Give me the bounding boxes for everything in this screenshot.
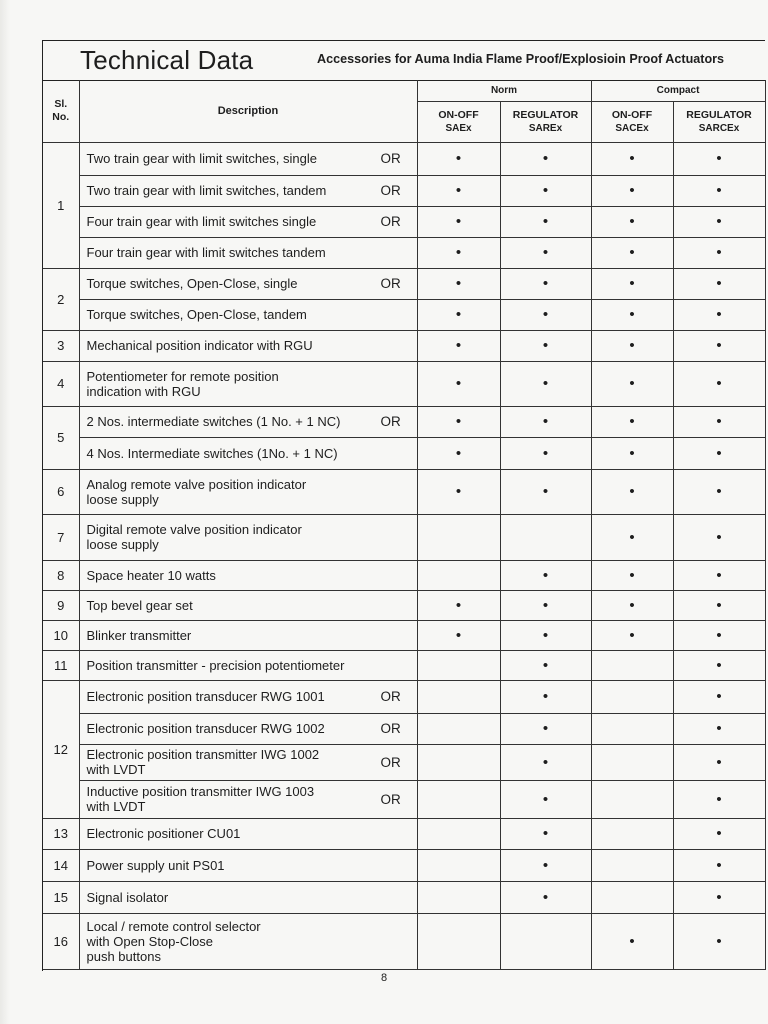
mark-cell-sarcex bbox=[673, 650, 765, 680]
description-text: Digital remote valve position indicator loose supply bbox=[86, 522, 302, 553]
table-header bbox=[43, 80, 765, 142]
description-text: Inductive position transmitter IWG 1003 with LVDT bbox=[86, 784, 315, 815]
bullet-mark: • bbox=[542, 856, 549, 874]
header-col-sacex-label: ON-OFF bbox=[611, 108, 653, 121]
mark-cell-sarcex bbox=[673, 744, 765, 780]
mark-cell-sarex bbox=[500, 299, 591, 330]
bullet-mark: • bbox=[716, 688, 722, 706]
bullet-mark: • bbox=[629, 150, 635, 167]
bullet-mark: • bbox=[542, 688, 549, 706]
description-cell bbox=[79, 560, 417, 590]
bullet-mark: • bbox=[629, 244, 635, 262]
description-cell bbox=[79, 175, 417, 206]
bullet-mark: • bbox=[455, 337, 462, 355]
mark-cell-sarex bbox=[500, 650, 591, 680]
mark-cell-sarcex bbox=[673, 620, 765, 650]
table-row bbox=[43, 206, 765, 237]
table-row bbox=[43, 237, 765, 268]
mark-cell-sarex bbox=[500, 237, 591, 268]
table-row bbox=[43, 590, 765, 620]
description-text: Potentiometer for remote position indication with RGU bbox=[86, 368, 279, 399]
bullet-mark: • bbox=[542, 720, 549, 738]
mark-cell-saex bbox=[417, 849, 500, 881]
header-col-sarex-label: REGULATOR bbox=[512, 108, 579, 121]
description-text: 4 Nos. Intermediate switches (1No. + 1 NC) bbox=[86, 445, 338, 461]
mark-cell-saex bbox=[417, 560, 500, 590]
bullet-mark: • bbox=[629, 413, 635, 431]
mark-cell-sarcex bbox=[673, 361, 765, 406]
description-text: Four train gear with limit switches tandem bbox=[86, 245, 326, 261]
header-sl-no: Sl. No. bbox=[43, 80, 79, 142]
bullet-mark: • bbox=[629, 182, 635, 200]
description-text: 2 Nos. intermediate switches (1 No. + 1 NC) bbox=[86, 414, 341, 430]
mark-cell-sarcex bbox=[673, 590, 765, 620]
mark-cell-saex bbox=[417, 206, 500, 237]
mark-cell-sarcex bbox=[673, 406, 765, 437]
mark-cell-sarex bbox=[500, 514, 591, 560]
bullet-mark: • bbox=[629, 213, 635, 231]
bullet-mark: • bbox=[629, 444, 635, 462]
bullet-mark: • bbox=[542, 566, 549, 584]
bullet-mark: • bbox=[716, 306, 722, 324]
mark-cell-sarex bbox=[500, 469, 591, 514]
description-cell bbox=[79, 913, 417, 969]
header-col-sacex-code: SACEx bbox=[615, 122, 649, 134]
mark-cell-sacex bbox=[591, 361, 673, 406]
description-cell bbox=[79, 881, 417, 913]
bullet-mark: • bbox=[542, 626, 549, 644]
bullet-mark: • bbox=[716, 244, 722, 262]
bullet-mark: • bbox=[542, 413, 549, 431]
mark-cell-sarex bbox=[500, 175, 591, 206]
bullet-mark: • bbox=[542, 275, 549, 293]
bullet-mark: • bbox=[629, 596, 635, 614]
bullet-mark: • bbox=[542, 656, 549, 674]
header-col-saex-code: SAEx bbox=[445, 122, 472, 134]
mark-cell-saex bbox=[417, 818, 500, 849]
bullet-mark: • bbox=[455, 596, 462, 614]
mark-cell-sacex bbox=[591, 560, 673, 590]
description-text: Four train gear with limit switches single bbox=[86, 214, 317, 230]
bullet-mark: • bbox=[542, 182, 549, 200]
header-col-saex-label: ON-OFF bbox=[438, 108, 479, 121]
mark-cell-sarcex bbox=[673, 881, 765, 913]
mark-cell-sacex bbox=[591, 590, 673, 620]
table-row bbox=[43, 650, 765, 680]
bullet-mark: • bbox=[455, 626, 462, 644]
mark-cell-sacex bbox=[591, 849, 673, 881]
description-cell bbox=[79, 330, 417, 361]
table-row bbox=[43, 299, 765, 330]
description-cell bbox=[79, 818, 417, 849]
mark-cell-sarcex bbox=[673, 175, 765, 206]
bullet-mark: • bbox=[455, 413, 462, 431]
header-col-sarcex bbox=[673, 101, 765, 142]
bullet-mark: • bbox=[716, 275, 722, 293]
bullet-mark: • bbox=[455, 244, 462, 262]
table-row bbox=[43, 469, 765, 514]
sl-no-cell: 5 bbox=[43, 406, 79, 469]
mark-cell-sarcex bbox=[673, 206, 765, 237]
or-label: OR bbox=[380, 689, 401, 705]
mark-cell-sarcex bbox=[673, 560, 765, 590]
mark-cell-sarex bbox=[500, 780, 591, 818]
mark-cell-sarcex bbox=[673, 780, 765, 818]
table-row bbox=[43, 881, 765, 913]
description-text: Power supply unit PS01 bbox=[86, 857, 225, 873]
description-cell bbox=[79, 744, 417, 780]
mark-cell-sacex bbox=[591, 175, 673, 206]
sl-no-cell: 16 bbox=[43, 913, 79, 969]
bullet-mark: • bbox=[716, 932, 722, 950]
table-row bbox=[43, 361, 765, 406]
mark-cell-sacex bbox=[591, 142, 673, 175]
description-cell bbox=[79, 361, 417, 406]
title-row bbox=[43, 41, 765, 81]
table-row bbox=[43, 818, 765, 849]
or-label: OR bbox=[380, 276, 401, 292]
mark-cell-saex bbox=[417, 620, 500, 650]
description-text: Space heater 10 watts bbox=[86, 567, 216, 583]
description-cell bbox=[79, 650, 417, 680]
mark-cell-saex bbox=[417, 780, 500, 818]
mark-cell-sarex bbox=[500, 406, 591, 437]
sl-no-cell: 3 bbox=[43, 330, 79, 361]
bullet-mark: • bbox=[629, 306, 635, 324]
bullet-mark: • bbox=[716, 213, 722, 231]
bullet-mark: • bbox=[716, 626, 722, 644]
table-row bbox=[43, 514, 765, 560]
mark-cell-saex bbox=[417, 469, 500, 514]
mark-cell-sacex bbox=[591, 680, 673, 713]
mark-cell-sacex bbox=[591, 913, 673, 969]
mark-cell-sarex bbox=[500, 620, 591, 650]
description-cell bbox=[79, 437, 417, 469]
bullet-mark: • bbox=[629, 932, 635, 950]
bullet-mark: • bbox=[716, 413, 722, 431]
description-cell bbox=[79, 780, 417, 818]
description-cell bbox=[79, 406, 417, 437]
mark-cell-sarex bbox=[500, 330, 591, 361]
description-text: Top bevel gear set bbox=[86, 597, 193, 613]
bullet-mark: • bbox=[716, 337, 722, 355]
sl-no-cell: 9 bbox=[43, 590, 79, 620]
mark-cell-saex bbox=[417, 361, 500, 406]
description-text: Position transmitter - precision potentiometer bbox=[86, 657, 345, 673]
mark-cell-sacex bbox=[591, 881, 673, 913]
mark-cell-sarcex bbox=[673, 514, 765, 560]
bullet-mark: • bbox=[629, 337, 635, 355]
bullet-mark: • bbox=[542, 483, 549, 501]
bullet-mark: • bbox=[629, 626, 635, 644]
mark-cell-sarex bbox=[500, 713, 591, 744]
bullet-mark: • bbox=[716, 856, 722, 874]
description-cell bbox=[79, 590, 417, 620]
table-row bbox=[43, 680, 765, 713]
header-group-norm: Norm bbox=[417, 80, 591, 101]
bullet-mark: • bbox=[716, 150, 722, 167]
page-title: Technical Data bbox=[80, 45, 254, 75]
mark-cell-saex bbox=[417, 913, 500, 969]
description-text: Mechanical position indicator with RGU bbox=[86, 338, 313, 354]
mark-cell-saex bbox=[417, 175, 500, 206]
header-col-sarcex-code: SARCEx bbox=[698, 122, 740, 134]
description-cell bbox=[79, 713, 417, 744]
bullet-mark: • bbox=[542, 825, 549, 843]
mark-cell-sarex bbox=[500, 142, 591, 175]
description-text: Analog remote valve position indicator loose supply bbox=[86, 476, 307, 507]
mark-cell-sacex bbox=[591, 713, 673, 744]
table-row bbox=[43, 713, 765, 744]
bullet-mark: • bbox=[716, 790, 722, 808]
bullet-mark: • bbox=[716, 182, 722, 200]
mark-cell-sacex bbox=[591, 299, 673, 330]
bullet-mark: • bbox=[716, 753, 722, 771]
mark-cell-sacex bbox=[591, 406, 673, 437]
mark-cell-sarex bbox=[500, 560, 591, 590]
mark-cell-saex bbox=[417, 268, 500, 299]
mark-cell-saex bbox=[417, 406, 500, 437]
description-cell bbox=[79, 680, 417, 713]
mark-cell-sacex bbox=[591, 330, 673, 361]
bullet-mark: • bbox=[716, 596, 722, 614]
mark-cell-sarcex bbox=[673, 818, 765, 849]
description-text: Torque switches, Open-Close, single bbox=[86, 276, 298, 292]
mark-cell-sacex bbox=[591, 469, 673, 514]
mark-cell-sarcex bbox=[673, 849, 765, 881]
sl-no-cell: 12 bbox=[43, 680, 79, 818]
mark-cell-sacex bbox=[591, 650, 673, 680]
description-cell bbox=[79, 469, 417, 514]
mark-cell-saex bbox=[417, 142, 500, 175]
bullet-mark: • bbox=[716, 444, 722, 462]
mark-cell-saex bbox=[417, 590, 500, 620]
description-text: Electronic position transducer RWG 1001 bbox=[86, 689, 325, 705]
bullet-mark: • bbox=[455, 306, 462, 324]
mark-cell-sacex bbox=[591, 620, 673, 650]
bullet-mark: • bbox=[716, 483, 722, 501]
bullet-mark: • bbox=[716, 888, 722, 906]
description-text: Signal isolator bbox=[86, 889, 169, 905]
description-cell bbox=[79, 514, 417, 560]
bullet-mark: • bbox=[455, 182, 462, 200]
mark-cell-sarcex bbox=[673, 142, 765, 175]
mark-cell-saex bbox=[417, 650, 500, 680]
mark-cell-sacex bbox=[591, 818, 673, 849]
description-text: Torque switches, Open-Close, tandem bbox=[86, 307, 307, 323]
mark-cell-sacex bbox=[591, 268, 673, 299]
mark-cell-saex bbox=[417, 514, 500, 560]
description-cell bbox=[79, 620, 417, 650]
table-row bbox=[43, 142, 765, 175]
mark-cell-sarex bbox=[500, 437, 591, 469]
description-cell bbox=[79, 237, 417, 268]
mark-cell-sarcex bbox=[673, 913, 765, 969]
bullet-mark: • bbox=[629, 566, 635, 584]
mark-cell-sarcex bbox=[673, 237, 765, 268]
description-text: Local / remote control selector with Open Stop-Close push buttons bbox=[86, 918, 261, 964]
bullet-mark: • bbox=[629, 528, 635, 546]
bullet-mark: • bbox=[629, 275, 635, 293]
page-edge-shadow bbox=[0, 0, 10, 1024]
mark-cell-saex bbox=[417, 680, 500, 713]
sl-no-cell: 4 bbox=[43, 361, 79, 406]
sl-no-cell: 6 bbox=[43, 469, 79, 514]
mark-cell-sacex bbox=[591, 744, 673, 780]
mark-cell-sarex bbox=[500, 744, 591, 780]
technical-data-sheet bbox=[42, 40, 765, 971]
bullet-mark: • bbox=[455, 483, 462, 501]
table-row bbox=[43, 620, 765, 650]
description-cell bbox=[79, 849, 417, 881]
description-cell bbox=[79, 268, 417, 299]
sl-no-cell: 1 bbox=[43, 142, 79, 268]
mark-cell-sarcex bbox=[673, 469, 765, 514]
bullet-mark: • bbox=[542, 306, 549, 324]
mark-cell-sarcex bbox=[673, 680, 765, 713]
bullet-mark: • bbox=[542, 375, 549, 393]
mark-cell-sarex bbox=[500, 361, 591, 406]
mark-cell-sarex bbox=[500, 849, 591, 881]
description-text: Two train gear with limit switches, tandem bbox=[86, 183, 327, 199]
mark-cell-sarcex bbox=[673, 713, 765, 744]
bullet-mark: • bbox=[455, 275, 462, 293]
table-row bbox=[43, 849, 765, 881]
or-label: OR bbox=[380, 151, 401, 166]
description-cell bbox=[79, 299, 417, 330]
bullet-mark: • bbox=[455, 444, 462, 462]
mark-cell-sacex bbox=[591, 514, 673, 560]
bullet-mark: • bbox=[629, 375, 635, 393]
mark-cell-sarcex bbox=[673, 330, 765, 361]
mark-cell-saex bbox=[417, 437, 500, 469]
bullet-mark: • bbox=[716, 825, 722, 843]
bullet-mark: • bbox=[542, 753, 549, 771]
sl-no-cell: 7 bbox=[43, 514, 79, 560]
or-label: OR bbox=[380, 721, 401, 737]
bullet-mark: • bbox=[542, 213, 549, 231]
header-description: Description bbox=[79, 80, 417, 142]
mark-cell-sarcex bbox=[673, 299, 765, 330]
table-row bbox=[43, 330, 765, 361]
header-col-sacex bbox=[591, 101, 673, 142]
bullet-mark: • bbox=[455, 375, 462, 393]
sl-no-cell: 10 bbox=[43, 620, 79, 650]
accessories-table bbox=[43, 80, 766, 970]
bullet-mark: • bbox=[542, 244, 549, 262]
bullet-mark: • bbox=[542, 337, 549, 355]
table-body bbox=[43, 142, 765, 970]
mark-cell-saex bbox=[417, 299, 500, 330]
description-cell bbox=[79, 206, 417, 237]
table-row bbox=[43, 560, 765, 590]
bullet-mark: • bbox=[542, 596, 549, 614]
bullet-mark: • bbox=[455, 150, 462, 167]
mark-cell-sarex bbox=[500, 268, 591, 299]
mark-cell-sarcex bbox=[673, 268, 765, 299]
description-text: Electronic position transducer RWG 1002 bbox=[86, 721, 325, 737]
table-row bbox=[43, 268, 765, 299]
or-label: OR bbox=[380, 183, 401, 199]
table-row bbox=[43, 780, 765, 818]
mark-cell-saex bbox=[417, 713, 500, 744]
header-col-sarex bbox=[500, 101, 591, 142]
bullet-mark: • bbox=[455, 213, 462, 231]
or-label: OR bbox=[380, 754, 401, 770]
page-number: 8 bbox=[380, 972, 388, 984]
or-label: OR bbox=[380, 214, 401, 230]
header-group-compact: Compact bbox=[591, 80, 765, 101]
or-label: OR bbox=[380, 414, 401, 430]
mark-cell-sarex bbox=[500, 881, 591, 913]
bullet-mark: • bbox=[716, 566, 722, 584]
header-col-sarcex-label: REGULATOR bbox=[686, 108, 752, 121]
mark-cell-sacex bbox=[591, 437, 673, 469]
mark-cell-sarex bbox=[500, 590, 591, 620]
mark-cell-sarex bbox=[500, 206, 591, 237]
description-text: Electronic position transmitter IWG 1002 with LVDT bbox=[86, 747, 320, 778]
bullet-mark: • bbox=[542, 790, 549, 808]
table-row bbox=[43, 406, 765, 437]
bullet-mark: • bbox=[716, 720, 722, 738]
bullet-mark: • bbox=[542, 444, 549, 462]
page-subtitle: Accessories for Auma India Flame Proof/Explosioin Proof Actuators bbox=[317, 52, 725, 66]
bullet-mark: • bbox=[716, 528, 722, 546]
mark-cell-sarex bbox=[500, 818, 591, 849]
table-row bbox=[43, 913, 765, 969]
mark-cell-sarex bbox=[500, 680, 591, 713]
table-row bbox=[43, 437, 765, 469]
description-text: Two train gear with limit switches, single bbox=[86, 151, 317, 166]
header-col-saex bbox=[417, 101, 500, 142]
mark-cell-saex bbox=[417, 330, 500, 361]
bullet-mark: • bbox=[629, 483, 635, 501]
bullet-mark: • bbox=[542, 888, 549, 906]
mark-cell-sarex bbox=[500, 913, 591, 969]
table-row bbox=[43, 175, 765, 206]
mark-cell-sacex bbox=[591, 206, 673, 237]
description-text: Electronic positioner CU01 bbox=[86, 826, 241, 842]
bullet-mark: • bbox=[716, 656, 722, 674]
mark-cell-saex bbox=[417, 237, 500, 268]
sl-no-cell: 13 bbox=[43, 818, 79, 849]
bullet-mark: • bbox=[716, 375, 722, 393]
or-label: OR bbox=[380, 791, 401, 807]
description-text: Blinker transmitter bbox=[86, 627, 192, 643]
sl-no-cell: 8 bbox=[43, 560, 79, 590]
header-col-sarex-code: SAREx bbox=[528, 122, 563, 134]
bullet-mark: • bbox=[542, 150, 549, 167]
sl-no-cell: 14 bbox=[43, 849, 79, 881]
mark-cell-sarcex bbox=[673, 437, 765, 469]
description-cell bbox=[79, 142, 417, 175]
mark-cell-sacex bbox=[591, 780, 673, 818]
mark-cell-saex bbox=[417, 881, 500, 913]
sl-no-cell: 15 bbox=[43, 881, 79, 913]
mark-cell-saex bbox=[417, 744, 500, 780]
mark-cell-sacex bbox=[591, 237, 673, 268]
sl-no-cell: 2 bbox=[43, 268, 79, 330]
sl-no-cell: 11 bbox=[43, 650, 79, 680]
table-row bbox=[43, 744, 765, 780]
